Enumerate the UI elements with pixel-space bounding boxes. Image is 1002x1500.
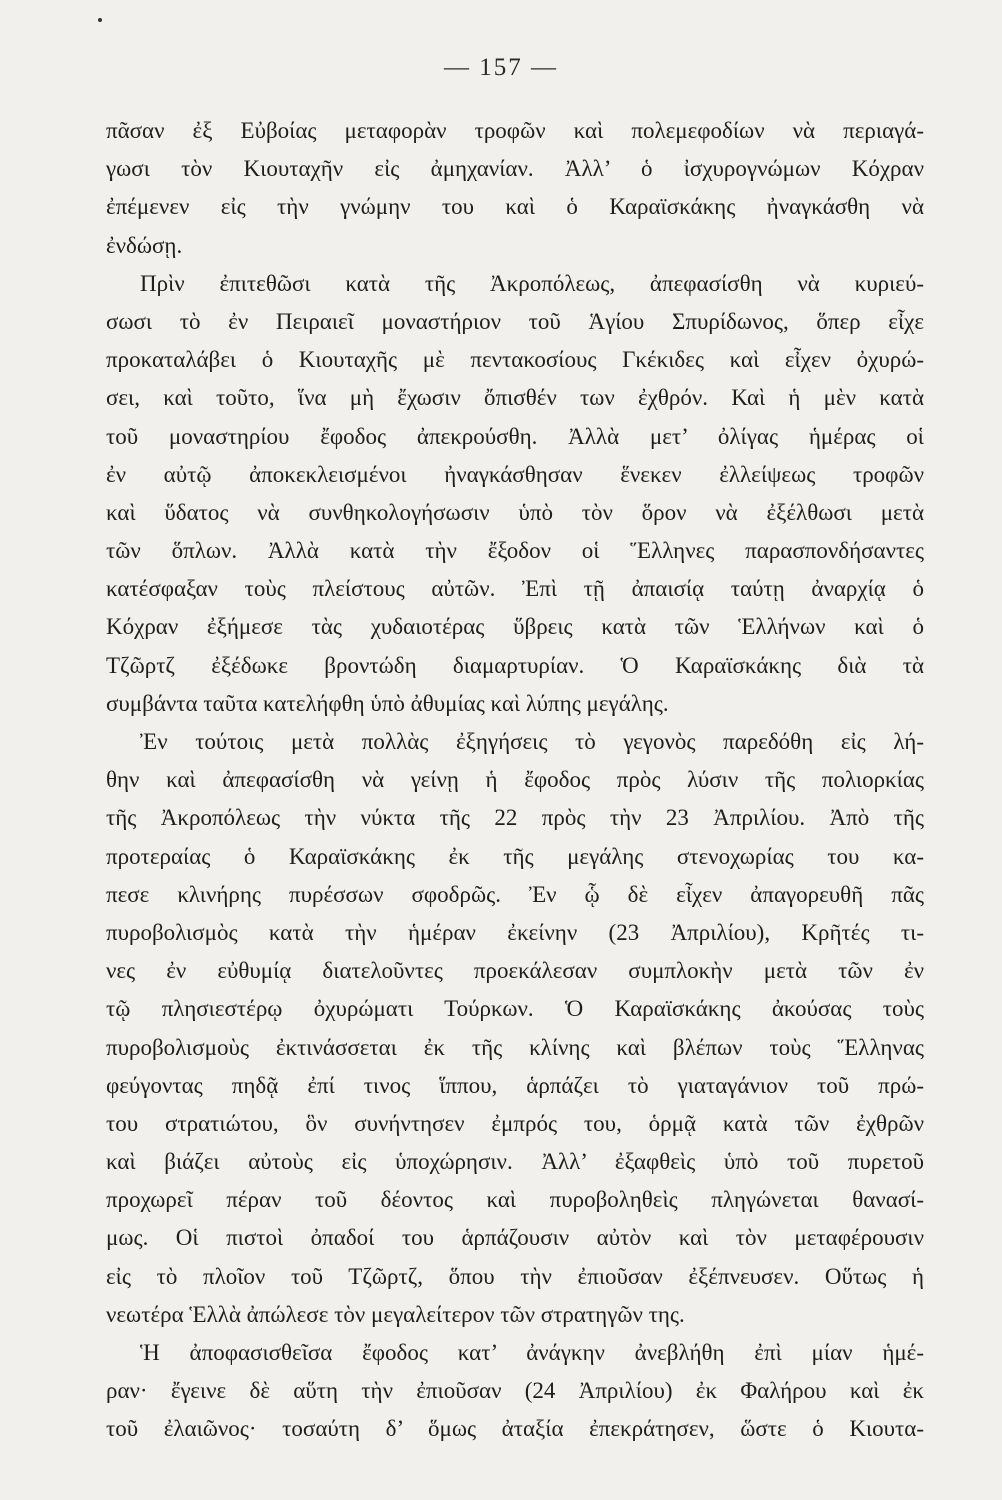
text-line: ραν· ἔγεινε δὲ αὕτη τὴν ἐπιοῦσαν (24 Ἀπριλίου) ἐκ Φαλήρου καὶ ἐκ <box>106 1378 924 1404</box>
text-line: θην καὶ ἀπεφασίσθη νὰ γείνῃ ἡ ἔφοδος πρὸς λύσιν τῆς πολιορκίας <box>106 767 924 793</box>
text-line: Ἐν τούτοις μετὰ πολλὰς ἐξηγήσεις τὸ γεγονὸς παρεδόθη εἰς λή- <box>140 729 924 754</box>
text-line: ἐπέμενεν εἰς τὴν γνώμην του καὶ ὁ Καραϊσκάκης ἠναγκάσθη νὰ <box>106 194 924 220</box>
text-line: ἐν αὐτῷ ἀποκεκλεισμένοι ἠναγκάσθησαν ἕνεκεν ἐλλείψεως τροφῶν <box>106 461 924 487</box>
text-line: προκαταλάβει ὁ Κιουταχῆς μὲ πεντακοσίους Γκέκιδες καὶ εἶχεν ὀχυρώ- <box>106 347 924 373</box>
text-line: ἐνδώσῃ. <box>106 232 183 258</box>
text-line: εἰς τὸ πλοῖον τοῦ Τζῶρτζ, ὅπου τὴν ἐπιοῦσαν ἐξέπνευσεν. Οὕτως ἡ <box>106 1263 924 1289</box>
text-line: Τζῶρτζ ἐξέδωκε βροντώδη διαμαρτυρίαν. Ὁ Καραϊσκάκης διὰ τὰ <box>106 652 924 678</box>
text-line: γωσι τὸν Κιουταχῆν εἰς ἀμηχανίαν. Ἀλλ’ ὁ ἰσχυρογνώμων Κόχραν <box>106 156 924 182</box>
page-number: — 157 — <box>444 54 558 81</box>
text-line: Πρὶν ἐπιτεθῶσι κατὰ τῆς Ἀκροπόλεως, ἀπεφασίσθη νὰ κυριεύ- <box>140 270 924 296</box>
text-line: τοῦ ἐλαιῶνος· τοσαύτη δ’ ὅμως ἀταξία ἐπεκράτησεν, ὥστε ὁ Κιουτα- <box>106 1416 924 1442</box>
text-line: πεσε κλινήρης πυρέσσων σφοδρῶς. Ἐν ᾧ δὲ εἶχεν ἀπαγορευθῆ πᾶς <box>106 881 924 907</box>
text-line: τῶν ὅπλων. Ἀλλὰ κατὰ τὴν ἔξοδον οἱ Ἕλληνες παρασπονδήσαντες <box>106 538 924 564</box>
text-line: νεωτέρα Ἑλλὰ ἀπώλεσε τὸν μεγαλείτερον τῶν στρατηγῶν της. <box>106 1301 685 1327</box>
text-line: τῷ πλησιεστέρῳ ὀχυρώματι Τούρκων. Ὁ Καραϊσκάκης ἀκούσας τοὺς <box>106 996 924 1022</box>
text-line: του στρατιώτου, ὃν συνήντησεν ἐμπρός του, ὁρμᾷ κατὰ τῶν ἐχθρῶν <box>106 1110 924 1136</box>
text-line: σωσι τὸ ἐν Πειραιεῖ μοναστήριον τοῦ Ἁγίου Σπυρίδωνος, ὅπερ εἶχε <box>106 308 924 334</box>
text-line: τοῦ μοναστηρίου ἔφοδος ἀπεκρούσθη. Ἀλλὰ μετ’ ὀλίγας ἡμέρας οἱ <box>106 423 924 449</box>
text-line: πυροβολισμὸς κατὰ τὴν ἡμέραν ἐκείνην (23 Ἀπριλίου), Κρῆτές τι- <box>106 919 924 945</box>
text-line: πυροβολισμοὺς ἐκτινάσσεται ἐκ τῆς κλίνης καὶ βλέπων τοὺς Ἕλληνας <box>106 1034 924 1060</box>
text-line: καὶ ὕδατος νὰ συνθηκολογήσωσιν ὑπὸ τὸν ὅρον νὰ ἐξέλθωσι μετὰ <box>106 499 924 525</box>
text-line: κατέσφαξαν τοὺς πλείστους αὐτῶν. Ἐπὶ τῇ ἀπαισίᾳ ταύτῃ ἀναρχίᾳ ὁ <box>106 576 924 602</box>
text-line: τῆς Ἀκροπόλεως τὴν νύκτα τῆς 22 πρὸς τὴν 23 Ἀπριλίου. Ἀπὸ τῆς <box>106 805 924 831</box>
text-line: μως. Οἱ πιστοὶ ὀπαδοί του ἁρπάζουσιν αὐτὸν καὶ τὸν μεταφέρουσιν <box>106 1225 924 1251</box>
body-text <box>106 112 924 1449</box>
text-line: φεύγοντας πηδᾷ ἐπί τινος ἵππου, ἁρπάζει τὸ γιαταγάνιον τοῦ πρώ- <box>106 1072 924 1098</box>
text-line: Κόχραν ἐξήμεσε τὰς χυδαιοτέρας ὕβρεις κατὰ τῶν Ἑλλήνων καὶ ὁ <box>106 614 924 640</box>
text-line: σει, καὶ τοῦτο, ἵνα μὴ ἔχωσιν ὄπισθέν των ἐχθρόν. Καὶ ἡ μὲν κατὰ <box>106 385 924 411</box>
text-line: προτεραίας ὁ Καραϊσκάκης ἐκ τῆς μεγάλης στενοχωρίας του κα- <box>106 843 924 869</box>
text-line: πᾶσαν ἐξ Εὐβοίας μεταφορὰν τροφῶν καὶ πολεμεφοδίων νὰ περιαγά- <box>106 118 924 143</box>
ink-speck <box>98 18 102 22</box>
text-line: καὶ βιάζει αὐτοὺς εἰς ὑποχώρησιν. Ἀλλ’ ἐξαφθεὶς ὑπὸ τοῦ πυρετοῦ <box>106 1149 924 1175</box>
text-line: συμβάντα ταῦτα κατελήφθη ὑπὸ ἀθυμίας καὶ λύπης μεγάλης. <box>106 690 669 716</box>
text-line: προχωρεῖ πέραν τοῦ δέοντος καὶ πυροβοληθεὶς πληγώνεται θανασί- <box>106 1187 924 1213</box>
text-line: Ἡ ἀποφασισθεῖσα ἔφοδος κατ’ ἀνάγκην ἀνεβλήθη ἐπὶ μίαν ἡμέ- <box>140 1340 924 1365</box>
text-line: νες ἐν εὐθυμίᾳ διατελοῦντες προεκάλεσαν συμπλοκὴν μετὰ τῶν ἐν <box>106 958 924 984</box>
